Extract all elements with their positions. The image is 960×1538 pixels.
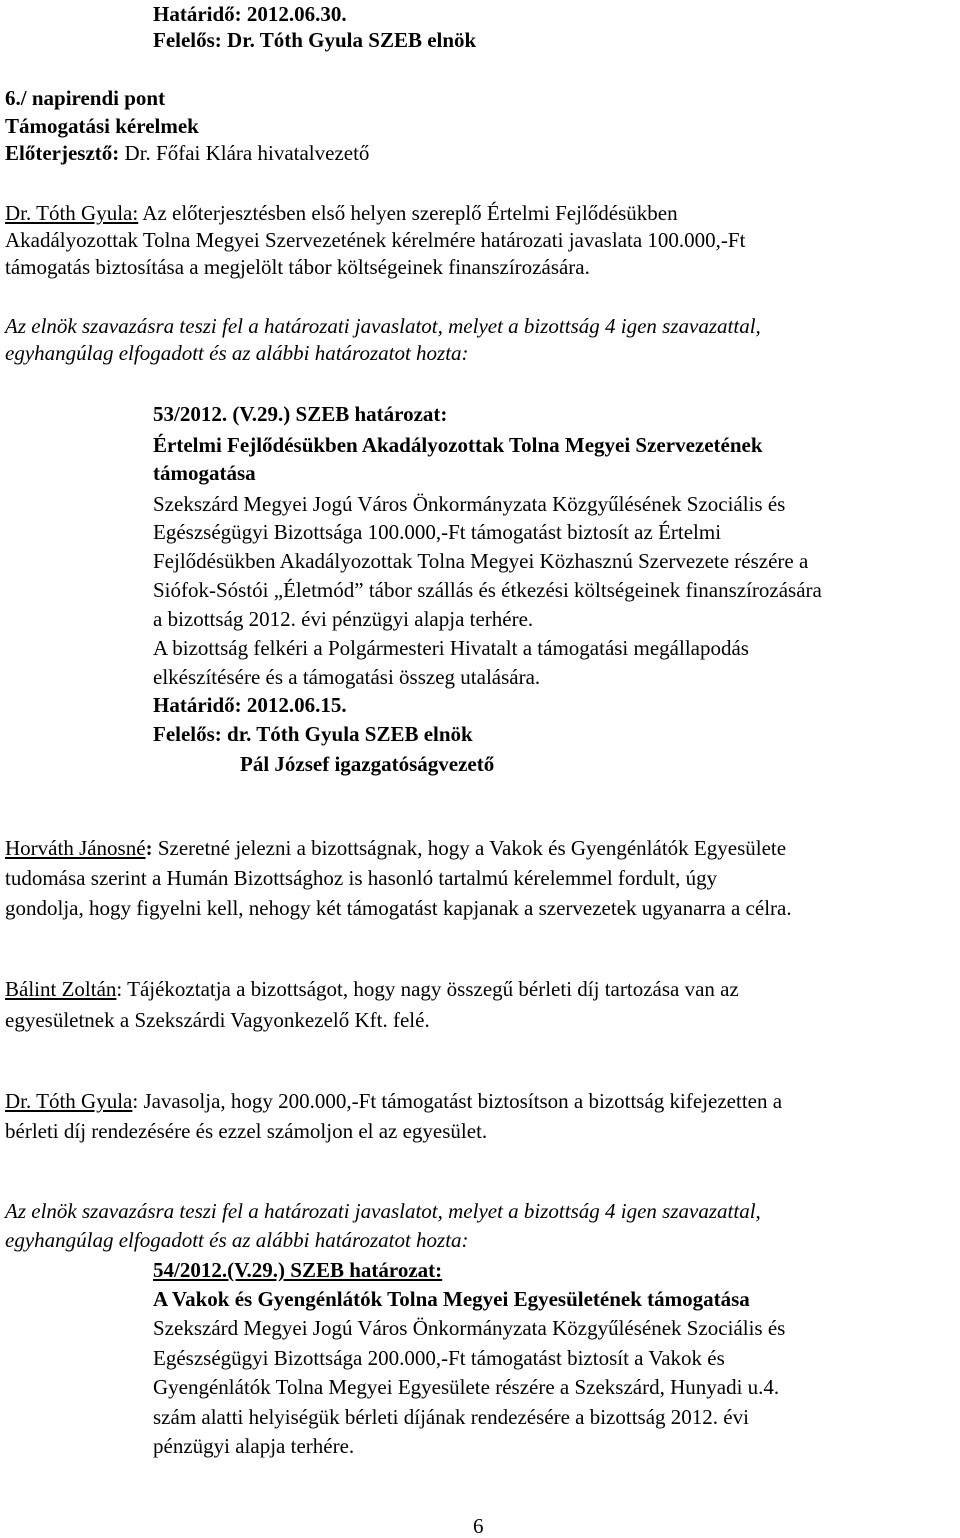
para2-line2: tudomása szerint a Humán Bizottsághoz is hasonló tartalmú kérelemmel fordult, úgy [5,866,718,890]
vote1-line1: Az elnök szavazásra teszi fel a határozati javaslatot, melyet a bizottság 4 igen szavazattal, [5,314,761,338]
presenter-label: Előterjesztő: [5,141,120,165]
para1-line3: támogatás biztosítása a megjelölt tábor költségeinek finanszírozására. [5,255,590,279]
top-responsible: Felelős: Dr. Tóth Gyula SZEB elnök [153,28,477,52]
vote1-line2: egyhangúlag elfogadott és az alábbi határozatot hozta: [5,341,469,365]
para2-speaker: Horváth Jánosné [5,836,146,860]
presenter-name: Dr. Főfai Klára hivatalvezető [119,141,370,165]
vote2-line1: Az elnök szavazásra teszi fel a határozati javaslatot, melyet a bizottság 4 igen szavazattal, [5,1199,761,1223]
res54-body-line4: szám alatti helyiségük bérleti díjának rendezésére a bizottság 2012. évi [153,1405,749,1429]
vote2-line2: egyhangúlag elfogadott és az alábbi határozatot hozta: [5,1228,469,1252]
res53-body-line3: Fejlődésükben Akadályozottak Tolna Megyei Közhasznú Szervezete részére a [153,549,809,573]
res53-responsible: Felelős: dr. Tóth Gyula SZEB elnök [153,722,473,746]
res53-body-line2: Egészségügyi Bizottsága 100.000,-Ft támogatást biztosít az Értelmi [153,520,722,544]
para3-line2: egyesületnek a Szekszárdi Vagyonkezelő Kft. felé. [5,1008,430,1032]
res53-title-line1: Értelmi Fejlődésükben Akadályozottak Tolna Megyei Szervezetének [153,433,763,457]
res53-responsible-second: Pál József igazgatóságvezető [240,752,495,776]
res54-body-line3: Gyengénlátók Tolna Megyei Egyesülete részére a Szekszárd, Hunyadi u.4. [153,1375,780,1399]
agenda-presenter [5,141,369,165]
top-deadline: Határidő: 2012.06.30. [153,2,347,26]
res53-body-line4: Siófok-Sóstói „Életmód” tábor szállás és étkezési költségeinek finanszírozására [153,578,822,602]
res53-body-line5: a bizottság 2012. évi pénzügyi alapja terhére. [153,607,534,631]
res53-title-line2: támogatása [153,461,256,485]
para3-speaker: Bálint Zoltán [5,977,117,1001]
res54-body-line2: Egészségügyi Bizottsága 200.000,-Ft támogatást biztosít a Vakok és [153,1346,725,1370]
para1-line1: Dr. Tóth Gyula: Az előterjesztésben első helyen szereplő Értelmi Fejlődésükben [5,201,678,225]
res54-number: 54/2012.(V.29.) SZEB határozat: [153,1258,443,1282]
res53-body-line7: elkészítésére és a támogatási összeg utalására. [153,665,541,689]
para1-speaker: Dr. Tóth Gyula: [5,201,139,225]
res53-deadline: Határidő: 2012.06.15. [153,693,347,717]
res54-title: A Vakok és Gyengénlátók Tolna Megyei Egyesületének támogatása [153,1287,750,1311]
para2-line1: Horváth Jánosné: Szeretné jelezni a bizottságnak, hogy a Vakok és Gyengénlátók Egyesülete [5,836,787,860]
para2-line3: gondolja, hogy figyelni kell, nehogy két támogatást kapjanak a szervezetek ugyanarra a célra. [5,896,792,920]
res53-body-line6: A bizottság felkéri a Polgármesteri Hivatalt a támogatási megállapodás [153,636,749,660]
agenda-item-title: Támogatási kérelmek [5,114,199,138]
page-number: 6 [473,1514,484,1538]
para3-line1: Bálint Zoltán: Tájékoztatja a bizottságot, hogy nagy összegű bérleti díj tartozása van az [5,977,739,1001]
para4-line2: bérleti díj rendezésére és ezzel számoljon el az egyesület. [5,1119,488,1143]
para4-line1: Dr. Tóth Gyula: Javasolja, hogy 200.000,-Ft támogatást biztosítson a bizottság kifejezetten a [5,1089,783,1113]
agenda-item-number: 6./ napirendi pont [5,86,166,110]
res54-body-line1: Szekszárd Megyei Jogú Város Önkormányzata Közgyűlésének Szociális és [153,1316,786,1340]
para4-speaker: Dr. Tóth Gyula [5,1089,133,1113]
res54-body-line5: pénzügyi alapja terhére. [153,1434,355,1458]
res53-body-line1: Szekszárd Megyei Jogú Város Önkormányzata Közgyűlésének Szociális és [153,492,786,516]
para1-line2: Akadályozottak Tolna Megyei Szervezetének kérelmére határozati javaslata 100.000,-Ft [5,228,746,252]
res53-number: 53/2012. (V.29.) SZEB határozat: [153,402,448,426]
